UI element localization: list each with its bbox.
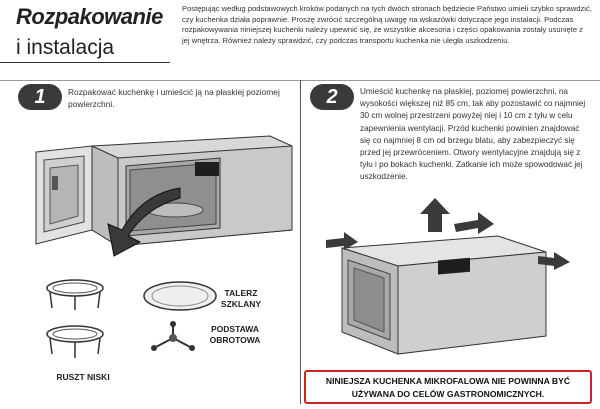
low-rack-illustration	[30, 270, 120, 370]
warning-box: NINIEJSZA KUCHENKA MIKROFALOWA NIE POWINNA BYĆ UŻYWANA DO CELÓW GASTRONOMICZNYCH.	[304, 370, 592, 404]
plate-label: TALERZ SZKLANY	[220, 288, 262, 309]
step-2-badge: 2	[310, 84, 354, 110]
step-2-text: Umieścić kuchenkę na płaskiej, poziomej powierzchni, na wysokości większej niż 85 cm, tak aby pozostawić co najmniej 30 cm wolnej przestrzeni powyżej niej i 10 cm z tyłu w celu zapewnienia wentylacji. Przód kuchenki powinien znajdować się co najmniej 8 cm od brzegu blatu, aby zabezpieczyć się przed jej przewróceniem. Otwory wentylacyjne znajdują się z tyłu i po bokach kuchenki. Zatkanie ich może spowodować jej uszkodzenie.	[360, 87, 586, 182]
intro-paragraph: Postępując według podstawowych kroków podanych na tych dwóch stronach będziecie Państwo umieli szybko sprawdzić, czy kuchenka działa poprawnie. Proszę zwrócić szczególną uwagę na wskazówki dotyczące jego instalacji. Podczas rozpakowywania niniejszej kuchenki należy upewnić się, że wszystkie akcesoria i części opakowania zostały usunięte z jej wnętrza. Również należy sprawdzić, czy podczas transportu kuchenka nie uległa uszkodzeniu.	[182, 4, 592, 45]
title-underline	[0, 62, 170, 63]
turntable-base-illustration	[148, 318, 198, 362]
column-divider	[300, 80, 301, 404]
base-label: PODSTAWA OBROTOWA	[209, 324, 261, 345]
rack-label: RUSZT NISKI	[56, 372, 110, 382]
step-1-badge: 1	[18, 84, 62, 110]
step-1-text: Rozpakować kuchenkę i umieścić ją na płaskiej poziomej powierzchni.	[68, 87, 280, 110]
page-subtitle: i instalacja	[16, 36, 115, 59]
microwave-ventilation-illustration	[318, 196, 598, 366]
microwave-open-illustration	[30, 118, 295, 268]
page-title: Rozpakowanie	[16, 4, 163, 29]
